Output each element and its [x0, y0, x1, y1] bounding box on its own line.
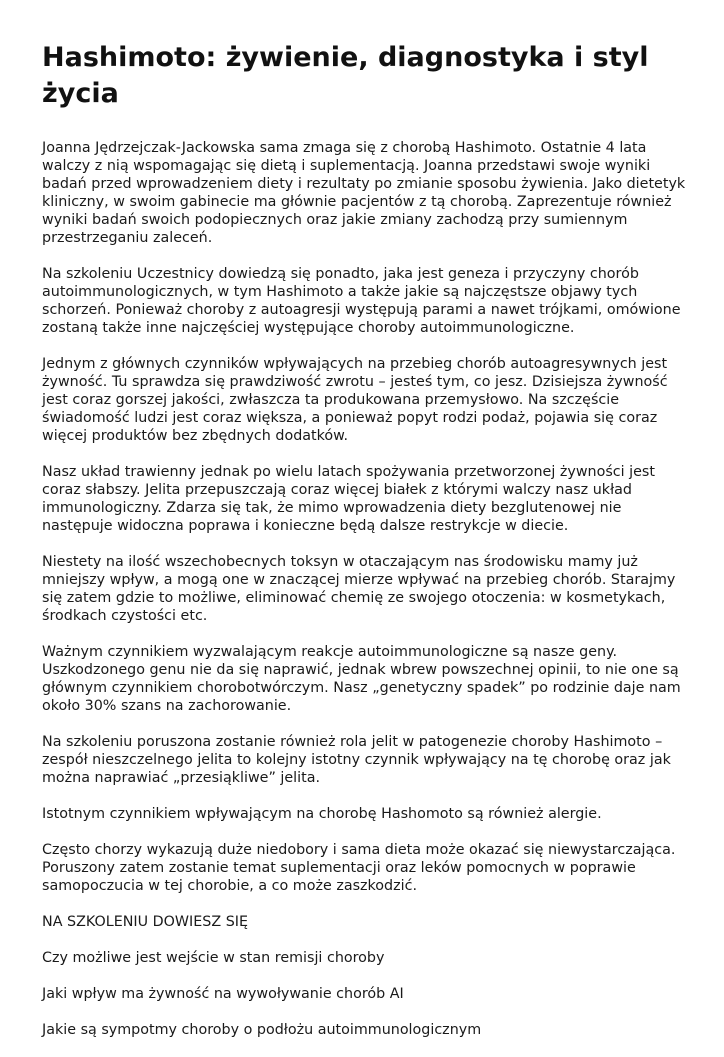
paragraph-author-intro: Joanna Jędrzejczak-Jackowska sama zmaga się z chorobą Hashimoto. Ostatnie 4 lata walczy z nią wspomagając się dietą i suplementacją. Joanna przedstawi swoje wyniki badań przed wprowadzeniem diety i rezultaty po zmianie sposobu żywienia. Jako dietetyk kliniczny, w swoim gabinecie ma głównie pacjentów z tą chorobą. Zaprezentuje również wyniki badań swoich podopiecznych oraz jakie zmiany zachodzą przy sumiennym przestrzeganiu zaleceń. [42, 140, 686, 246]
paragraph-toxins: Niestety na ilość wszechobecnych toksyn w otaczającym nas środowisku mamy już mniejszy wpływ, a mogą one w znaczącej mierze wpływać na przebieg chorób. Starajmy się zatem gdzie to możliwe, eliminować chemię ze swojego otoczenia: w kosmetykach, środkach czystości etc. [42, 554, 676, 624]
paragraph-intestines: Na szkoleniu poruszona zostanie również rola jelit w patogenezie choroby Hashimoto – zespół nieszczelnego jelita to kolejny istotny czynnik wpływający na tę chorobę oraz jak można naprawiać „przesiąkliwe” jelita. [42, 734, 671, 786]
section-heading-learn: NA SZKOLENIU DOWIESZ SIĘ [42, 914, 249, 930]
paragraph-supplementation: Często chorzy wykazują duże niedobory i sama dieta może okazać się niewystarczająca. Poruszony zatem zostanie temat suplementacji oraz leków pomocnych w poprawie samopoczucia w tej chorobie, a co może zaszkodzić. [42, 842, 676, 894]
document-title: Hashimoto: żywienie, diagnostyka i styl życia [42, 42, 649, 109]
paragraph-food-factor: Jednym z głównych czynników wpływających na przebieg chorób autoagresywnych jest żywność. Tu sprawdza się prawdziwość zwrotu – jesteś tym, co jesz. Dzisiejsza żywność jest coraz gorszej jakości, zwłaszcza ta produkowana przemysłowo. Na szczęście świadomość ludzi jest coraz większa, a ponieważ popyt rodzi podaż, pojawia się coraz więcej produktów bez zbędnych dodatków. [42, 356, 668, 444]
list-item-symptoms: Jakie są sympotmy choroby o podłożu autoimmunologicznym [42, 1022, 482, 1038]
document-page [42, 40, 690, 1057]
paragraph-allergies: Istotnym czynnikiem wpływającym na chorobę Hashomoto są również alergie. [42, 806, 602, 822]
paragraph-digestive-system: Nasz układ trawienny jednak po wielu latach spożywania przetworzonej żywności jest coraz słabszy. Jelita przepuszczają coraz więcej białek z którymi walczy nasz układ immunologiczny. Zdarza się tak, że mimo wprowadzenia diety bezglutenowej nie następuje widoczna poprawa i konieczne będą dalsze restrykcje w diecie. [42, 464, 655, 534]
paragraph-training-genesis: Na szkoleniu Uczestnicy dowiedzą się ponadto, jaka jest geneza i przyczyny chorób autoimmunologicznych, w tym Hashimoto a także jakie są najczęstsze objawy tych schorzeń. Ponieważ choroby z autoagresji występują parami a nawet trójkami, omówione zostaną także inne najczęściej występujące choroby autoimmunologiczne. [42, 266, 681, 336]
paragraph-genes: Ważnym czynnikiem wyzwalającym reakcje autoimmunologiczne są nasze geny. Uszkodzonego genu nie da się naprawić, jednak wbrew powszechnej opinii, to nie one są głównym czynnikiem chorobotwórczym. Nasz „genetyczny spadek” po rodzinie daje nam około 30% szans na zachorowanie. [42, 644, 681, 714]
list-item-remission: Czy możliwe jest wejście w stan remisji choroby [42, 950, 385, 966]
list-item-food-influence: Jaki wpływ ma żywność na wywoływanie chorób AI [42, 986, 404, 1002]
